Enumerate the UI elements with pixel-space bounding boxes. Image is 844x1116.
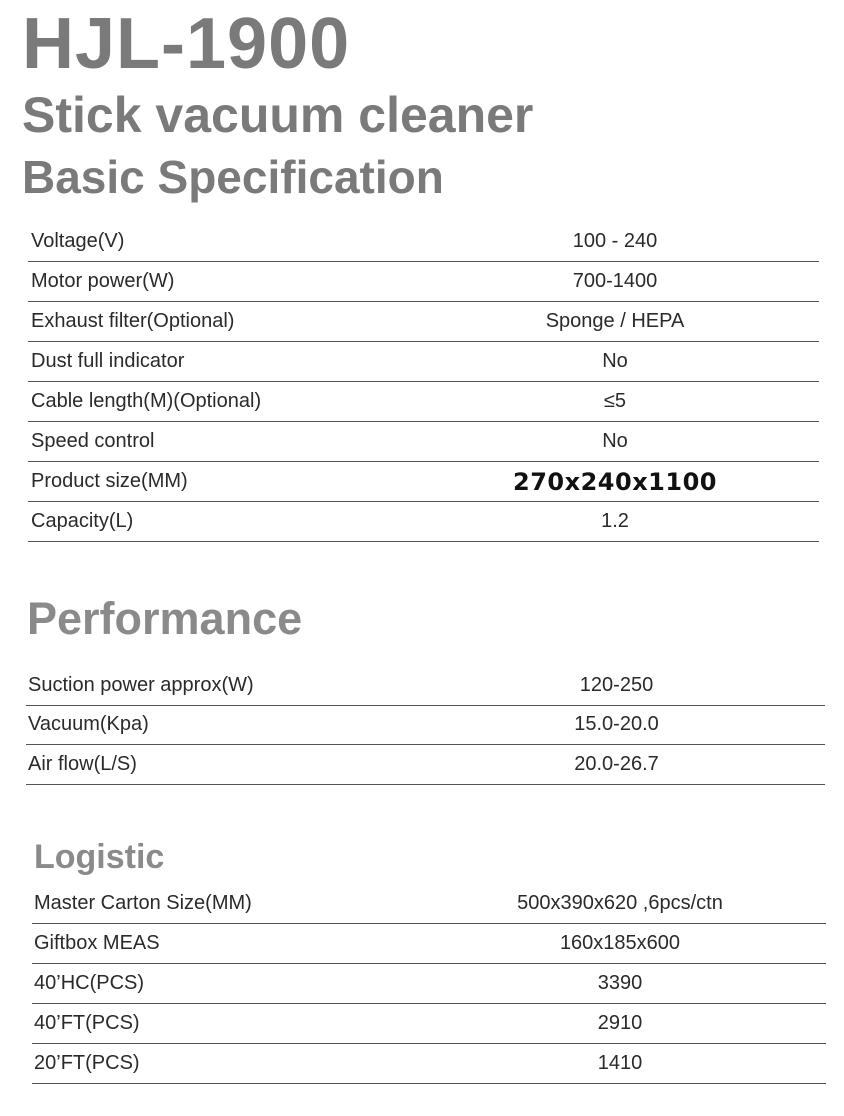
spec-row-master-carton (32, 884, 826, 924)
spec-label: Master Carton Size(MM) (32, 884, 414, 924)
spec-label: Vacuum(Kpa) (26, 705, 408, 745)
basic-spec-title: Basic Specification (22, 151, 444, 203)
spec-label: Giftbox MEAS (32, 924, 414, 964)
spec-row-exhaust-filter (28, 302, 819, 342)
spec-value: 3390 (414, 964, 826, 1004)
spec-label: 40’FT(PCS) (32, 1004, 414, 1044)
spec-row-40hc (32, 964, 826, 1004)
spec-value: 120-250 (408, 666, 825, 705)
product-type: Stick vacuum cleaner (22, 87, 534, 143)
spec-label: 40’HC(PCS) (32, 964, 414, 1004)
spec-row-giftbox (32, 924, 826, 964)
spec-value: 2910 (414, 1004, 826, 1044)
spec-row-capacity (28, 502, 819, 542)
spec-label: Capacity(L) (28, 502, 411, 542)
spec-row-product-size (28, 462, 819, 502)
spec-label: Air flow(L/S) (26, 745, 408, 785)
spec-value: No (411, 422, 819, 462)
spec-label: Motor power(W) (28, 262, 411, 302)
spec-label: Exhaust filter(Optional) (28, 302, 411, 342)
model-number: HJL-1900 (22, 4, 351, 84)
spec-label: 20’FT(PCS) (32, 1044, 414, 1084)
spec-value: 1.2 (411, 502, 819, 542)
spec-label: Voltage(V) (28, 222, 411, 262)
spec-row-40ft (32, 1004, 826, 1044)
spec-row-cable-length (28, 382, 819, 422)
spec-label: Cable length(M)(Optional) (28, 382, 411, 422)
spec-value: 500x390x620 ,6pcs/ctn (414, 884, 826, 924)
spec-row-speed-control (28, 422, 819, 462)
spec-label: Speed control (28, 422, 411, 462)
spec-label: Product size(MM) (28, 462, 411, 502)
spec-value: No (411, 342, 819, 382)
spec-row-motor-power (28, 262, 819, 302)
spec-value: 160x185x600 (414, 924, 826, 964)
spec-value: ≤5 (411, 382, 819, 422)
spec-row-vacuum (26, 705, 825, 745)
spec-value: 700-1400 (411, 262, 819, 302)
spec-row-air-flow (26, 745, 825, 785)
performance-title: Performance (27, 593, 303, 644)
spec-value: Sponge / HEPA (411, 302, 819, 342)
spec-value: 100 - 240 (411, 222, 819, 262)
logistic-table (32, 884, 826, 1084)
spec-row-suction-power (26, 666, 825, 705)
basic-spec-table (28, 222, 819, 542)
spec-value: 15.0-20.0 (408, 705, 825, 745)
spec-row-20ft (32, 1044, 826, 1084)
spec-label: Dust full indicator (28, 342, 411, 382)
spec-row-dust-indicator (28, 342, 819, 382)
spec-value: 270x240x1100 (411, 462, 819, 502)
spec-value: 1410 (414, 1044, 826, 1084)
spec-value: 20.0-26.7 (408, 745, 825, 785)
spec-label: Suction power approx(W) (26, 666, 408, 705)
performance-table (26, 666, 825, 785)
spec-row-voltage (28, 222, 819, 262)
logistic-title: Logistic (34, 838, 165, 876)
